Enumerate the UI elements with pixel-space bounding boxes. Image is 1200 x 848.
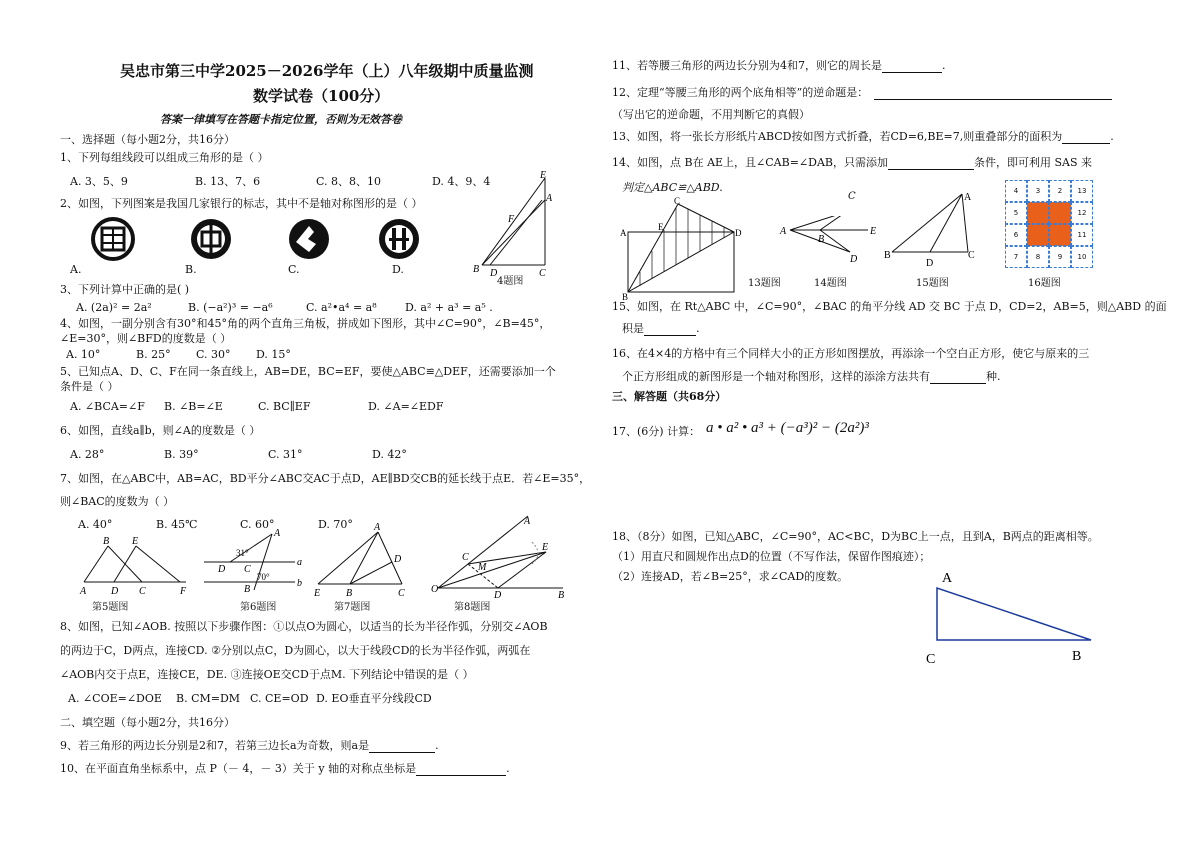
svg-text:A: A <box>780 226 787 237</box>
question-18-line1: 18、（8分）如图，已知△ABC，∠C=90°，AC<BC，D为BC上一点，且到A，B两点的距离相等。 <box>612 530 1099 543</box>
svg-text:A: A <box>964 192 972 203</box>
answer-blank <box>369 741 435 753</box>
figure-6-caption: 第6题图 <box>240 602 277 613</box>
question-18-part2: （2）连接AD，若∠B=25°，求∠CAD的度数。 <box>612 570 849 583</box>
q6-option-c: C. 31° <box>268 448 303 461</box>
svg-text:C: C <box>398 588 405 598</box>
grid-cell: 5 <box>1005 202 1027 224</box>
question-10: 10、在平面直角坐标系中，点 P（－ 4，－ 3）关于 y 轴的对称点坐标是 . <box>60 762 510 775</box>
question-16-line1: 16、在4×4的方格中有三个同样大小的正方形如图摆放，再添涂一个空白正方形，使它与原来的三 <box>612 347 1090 360</box>
bank-logo-c-icon <box>286 216 332 262</box>
figure-15-caption: 15题图 <box>916 278 949 289</box>
svg-text:E: E <box>540 170 547 181</box>
svg-text:B: B <box>818 234 825 245</box>
grid-cell: 2 <box>1049 180 1071 202</box>
svg-text:A: A <box>274 528 281 539</box>
question-10-text: 10、在平面直角坐标系中，点 P（－ 4，－ 3）关于 y 轴的对称点坐标是 <box>60 762 417 775</box>
figure-16-caption: 16题图 <box>1028 278 1061 289</box>
grid-cell <box>1027 224 1049 246</box>
q2-option-d: D. <box>392 263 404 276</box>
exam-title: 吴忠市第三中学2025－2026学年（上）八年级期中质量监测 <box>120 62 534 80</box>
question-13: 13、如图，将一张长方形纸片ABCD按如图方式折叠，若CD=6,BE=7,则重叠部分的面积为 . <box>612 130 1114 143</box>
svg-text:A: A <box>524 516 531 527</box>
question-12 <box>612 86 1112 100</box>
grid-cell: 11 <box>1071 224 1093 246</box>
bank-logo-b-icon <box>188 216 234 262</box>
question-8-line2: 的两边于C，D两点，连接CD. ②分别以点C，D为圆心，以大于线段CD的长为半径作弧，两弧在 <box>60 644 531 657</box>
q2-option-c: C. <box>288 263 300 276</box>
svg-text:M: M <box>478 562 487 573</box>
q7-option-d: D. 70° <box>318 518 353 531</box>
grid-cell: 3 <box>1027 180 1049 202</box>
fig6-angle-70: 70° <box>257 572 270 582</box>
figure-8-caption: 第8题图 <box>454 602 491 613</box>
bank-logo-d-icon <box>376 216 422 262</box>
question-8-line3: ∠AOB内交于点E，连接CE，DE. ③连接OE交CD于点M. 下列结论中错误的是（ ） <box>60 668 474 681</box>
svg-text:E: E <box>542 542 549 553</box>
svg-text:B: B <box>244 584 251 595</box>
figure-16-grid <box>1005 180 1093 268</box>
question-14-text-end: 条件，即可利用 SAS 来 <box>974 156 1093 169</box>
q4-option-c: C. 30° <box>196 348 231 361</box>
fig18-label-b: B <box>1072 649 1082 664</box>
svg-text:B: B <box>622 292 629 302</box>
figure-4-caption: 4题图 <box>497 276 524 287</box>
question-12-note: （写出它的逆命题，不用判断它的真假） <box>612 108 810 121</box>
q7-option-c: C. 60° <box>240 518 275 531</box>
grid-cell <box>1027 202 1049 224</box>
svg-text:D: D <box>850 254 858 265</box>
question-17-label: 17、(6分) 计算： <box>612 425 701 438</box>
svg-text:C: C <box>244 564 251 575</box>
svg-text:B: B <box>473 264 480 275</box>
figure-13-caption: 13题图 <box>748 278 781 289</box>
grid-cell: 12 <box>1071 202 1093 224</box>
svg-text:A: A <box>546 193 553 204</box>
section-2-heading: 二、填空题（每小题2分，共16分） <box>60 716 235 729</box>
question-11: 11、若等腰三角形的两边长分别为4和7，则它的周长是 . <box>612 59 946 72</box>
grid-cell <box>1049 224 1071 246</box>
figure-18 <box>920 566 1100 666</box>
answer-blank <box>1062 132 1110 144</box>
svg-text:E: E <box>658 222 664 232</box>
figure-15 <box>882 188 978 274</box>
q5-option-a: A. ∠BCA=∠F <box>70 400 145 413</box>
question-12-text: 12、定理“等腰三角形的两个底角相等”的逆命题是： <box>612 86 869 99</box>
svg-text:O: O <box>431 584 439 595</box>
answer-blank <box>882 61 942 73</box>
figure-6 <box>200 526 305 596</box>
question-9: 9、若三角形的两边长分别是2和7，若第三边长a为奇数，则a是 . <box>60 739 439 752</box>
svg-text:D: D <box>735 228 742 238</box>
svg-text:C: C <box>968 250 975 261</box>
figure-5 <box>76 534 196 598</box>
q8-option-b: B. CM=DM <box>176 692 241 705</box>
svg-text:C: C <box>674 196 681 206</box>
figure-5-caption: 第5题图 <box>92 602 129 613</box>
question-14 <box>612 156 1092 170</box>
svg-text:D: D <box>490 268 498 279</box>
svg-text:E: E <box>870 226 877 237</box>
q7-option-a: A. 40° <box>78 518 113 531</box>
answer-blank <box>888 158 974 170</box>
svg-text:D: D <box>218 564 226 575</box>
grid-cell: 7 <box>1005 246 1027 268</box>
question-7-line1: 7、如图，在△ABC中，AB=AC，BD平分∠ABC交AC于点D，AE∥BD交CB的延长线于点E．若∠E=35°， <box>60 472 591 485</box>
question-16-text: 个正方形组成的新图形是一个轴对称图形，这样的添涂方法共有 <box>622 370 930 383</box>
fig18-label-c: C <box>926 652 936 666</box>
q5-option-b: B. ∠B=∠E <box>164 400 223 413</box>
svg-text:D: D <box>111 586 119 597</box>
svg-text:C: C <box>462 552 469 563</box>
q4-option-a: A. 10° <box>66 348 101 361</box>
answer-blank <box>874 88 1112 100</box>
q6-option-d: D. 42° <box>372 448 407 461</box>
q3-option-b: B. (−a²)³ = −a⁶ <box>188 301 273 314</box>
exam-subtitle: 数学试卷（100分） <box>253 87 390 105</box>
q5-option-c: C. BC∥EF <box>258 400 311 413</box>
q1-option-a: A. 3、5、9 <box>70 175 128 188</box>
figure-14 <box>778 216 882 272</box>
svg-text:D: D <box>394 554 402 565</box>
q5-option-d: D. ∠A=∠EDF <box>368 400 444 413</box>
q2-option-a: A. <box>70 263 82 276</box>
svg-text:B: B <box>558 590 565 598</box>
section-3-heading: 三、解答题（共68分） <box>612 390 727 403</box>
svg-text:E: E <box>314 588 321 598</box>
question-13-text: 13、如图，将一张长方形纸片ABCD按如图方式折叠，若CD=6,BE=7,则重叠部分的面积为 <box>612 130 1063 143</box>
question-15-line1: 15、如图，在 Rt△ABC 中，∠C=90°，∠BAC 的角平分线 AD 交 BC 于点 D，CD=2，AB=5，则△ABD 的面 <box>612 300 1167 313</box>
fig6-angle-31: 31° <box>236 548 249 558</box>
question-11-text: 11、若等腰三角形的两边长分别为4和7，则它的周长是 <box>612 59 882 72</box>
figure-7 <box>310 522 410 598</box>
grid-cell: 4 <box>1005 180 1027 202</box>
q1-option-c: C. 8、8、10 <box>316 175 382 188</box>
q8-option-d: D. EO垂直平分线段CD <box>316 692 432 705</box>
question-5-line1: 5、已知点A、D、C、F在同一条直线上，AB=DE，BC=EF，要使△ABC≌△DEF，还需要添加一个 <box>60 365 556 378</box>
answer-blank <box>930 372 986 384</box>
question-9-text: 9、若三角形的两边长分别是2和7，若第三边长a为奇数，则a是 <box>60 739 370 752</box>
svg-text:A: A <box>80 586 87 597</box>
answer-blank <box>416 764 506 776</box>
svg-text:C: C <box>139 586 146 597</box>
exam-notice: 答案一律填写在答题卡指定位置，否则为无效答卷 <box>160 113 402 126</box>
question-4-line2: ∠E=30°，则∠BFD的度数是（ ） <box>60 332 232 345</box>
q1-option-b: B. 13、7、6 <box>195 175 261 188</box>
svg-text:B: B <box>103 536 110 547</box>
question-15-text: 积是 <box>622 322 644 335</box>
grid-cell: 10 <box>1071 246 1093 268</box>
question-16-line2 <box>622 370 1001 384</box>
bank-logo-a-icon <box>90 216 136 262</box>
svg-text:F: F <box>508 214 515 225</box>
question-14-text: 14、如图，点 B在 AE上，且∠CAB=∠DAB，只需添加 <box>612 156 888 169</box>
svg-text:D: D <box>926 258 934 269</box>
question-3: 3、下列计算中正确的是( ) <box>60 283 190 296</box>
svg-text:a: a <box>297 557 302 568</box>
figure-8 <box>428 512 570 598</box>
grid-cell: 6 <box>1005 224 1027 246</box>
question-18-part1: （1）用直尺和圆规作出点D的位置（不写作法，保留作图痕迹）； <box>612 550 931 563</box>
svg-text:b: b <box>297 578 302 589</box>
grid-cell: 8 <box>1027 246 1049 268</box>
q1-option-d: D. 4、9、4 <box>432 175 491 188</box>
section-heading: 一、选择题（每小题2分，共16分） <box>60 133 235 146</box>
figure-14-caption: 14题图 <box>814 278 847 289</box>
question-2: 2、如图，下列图案是我国几家银行的标志，其中不是轴对称图形的是（ ） <box>60 197 423 210</box>
q2-option-b: B. <box>185 263 197 276</box>
question-6: 6、如图，直线a∥b，则∠A的度数是（ ） <box>60 424 261 437</box>
q4-option-d: D. 15° <box>256 348 291 361</box>
q7-option-b: B. 45℃ <box>156 518 198 531</box>
grid-cell: 13 <box>1071 180 1093 202</box>
svg-text:E: E <box>132 536 139 547</box>
question-7-line2: 则∠BAC的度数为（ ） <box>60 495 175 508</box>
svg-text:B: B <box>346 588 353 598</box>
question-14-line2: 判定△ABC≌△ABD. <box>622 181 723 194</box>
q3-option-c: C. a²•a⁴ = a⁸ <box>306 301 377 314</box>
q6-option-a: A. 28° <box>70 448 105 461</box>
q6-option-b: B. 39° <box>164 448 199 461</box>
question-17-formula: a • a² • a³ + (−a³)² − (2a²)³ <box>706 420 869 436</box>
q3-option-d: D. a² + a³ = a⁵ . <box>405 301 493 314</box>
grid-cell: 9 <box>1049 246 1071 268</box>
q8-option-c: C. CE=OD <box>250 692 309 705</box>
q4-option-b: B. 25° <box>136 348 171 361</box>
svg-text:B: B <box>884 250 891 261</box>
question-8-line1: 8、如图，已知∠AOB. 按照以下步骤作图：①以点O为圆心，以适当的长为半径作弧，分别交∠AOB <box>60 620 548 633</box>
figure-7-caption: 第7题图 <box>334 602 371 613</box>
svg-text:A: A <box>374 522 381 533</box>
question-1: 1、下列每组线段可以组成三角形的是（ ） <box>60 151 269 164</box>
fig18-label-a: A <box>942 571 953 586</box>
figure-4 <box>470 170 560 285</box>
question-4-line1: 4、如图，一副分别含有30°和45°角的两个直角三角板，拼成如下图形，其中∠C=90°，∠B=45°， <box>60 317 551 330</box>
right-column <box>600 0 1200 848</box>
q8-option-a: A. ∠COE=∠DOE <box>68 692 162 705</box>
question-5-line2: 条件是（ ） <box>60 380 119 393</box>
svg-text:D: D <box>494 590 502 598</box>
svg-text:A: A <box>620 228 627 238</box>
q3-option-a: A. (2a)² = 2a² <box>76 301 152 314</box>
question-15-line2: 积是 . <box>622 322 700 335</box>
figure-13 <box>618 196 744 302</box>
grid-cell <box>1049 202 1071 224</box>
question-16-text-end: 种. <box>986 370 1001 383</box>
svg-text:F: F <box>180 586 187 597</box>
answer-blank <box>644 324 696 336</box>
svg-text:C: C <box>539 268 546 279</box>
fig14-label-c: C <box>848 191 856 202</box>
